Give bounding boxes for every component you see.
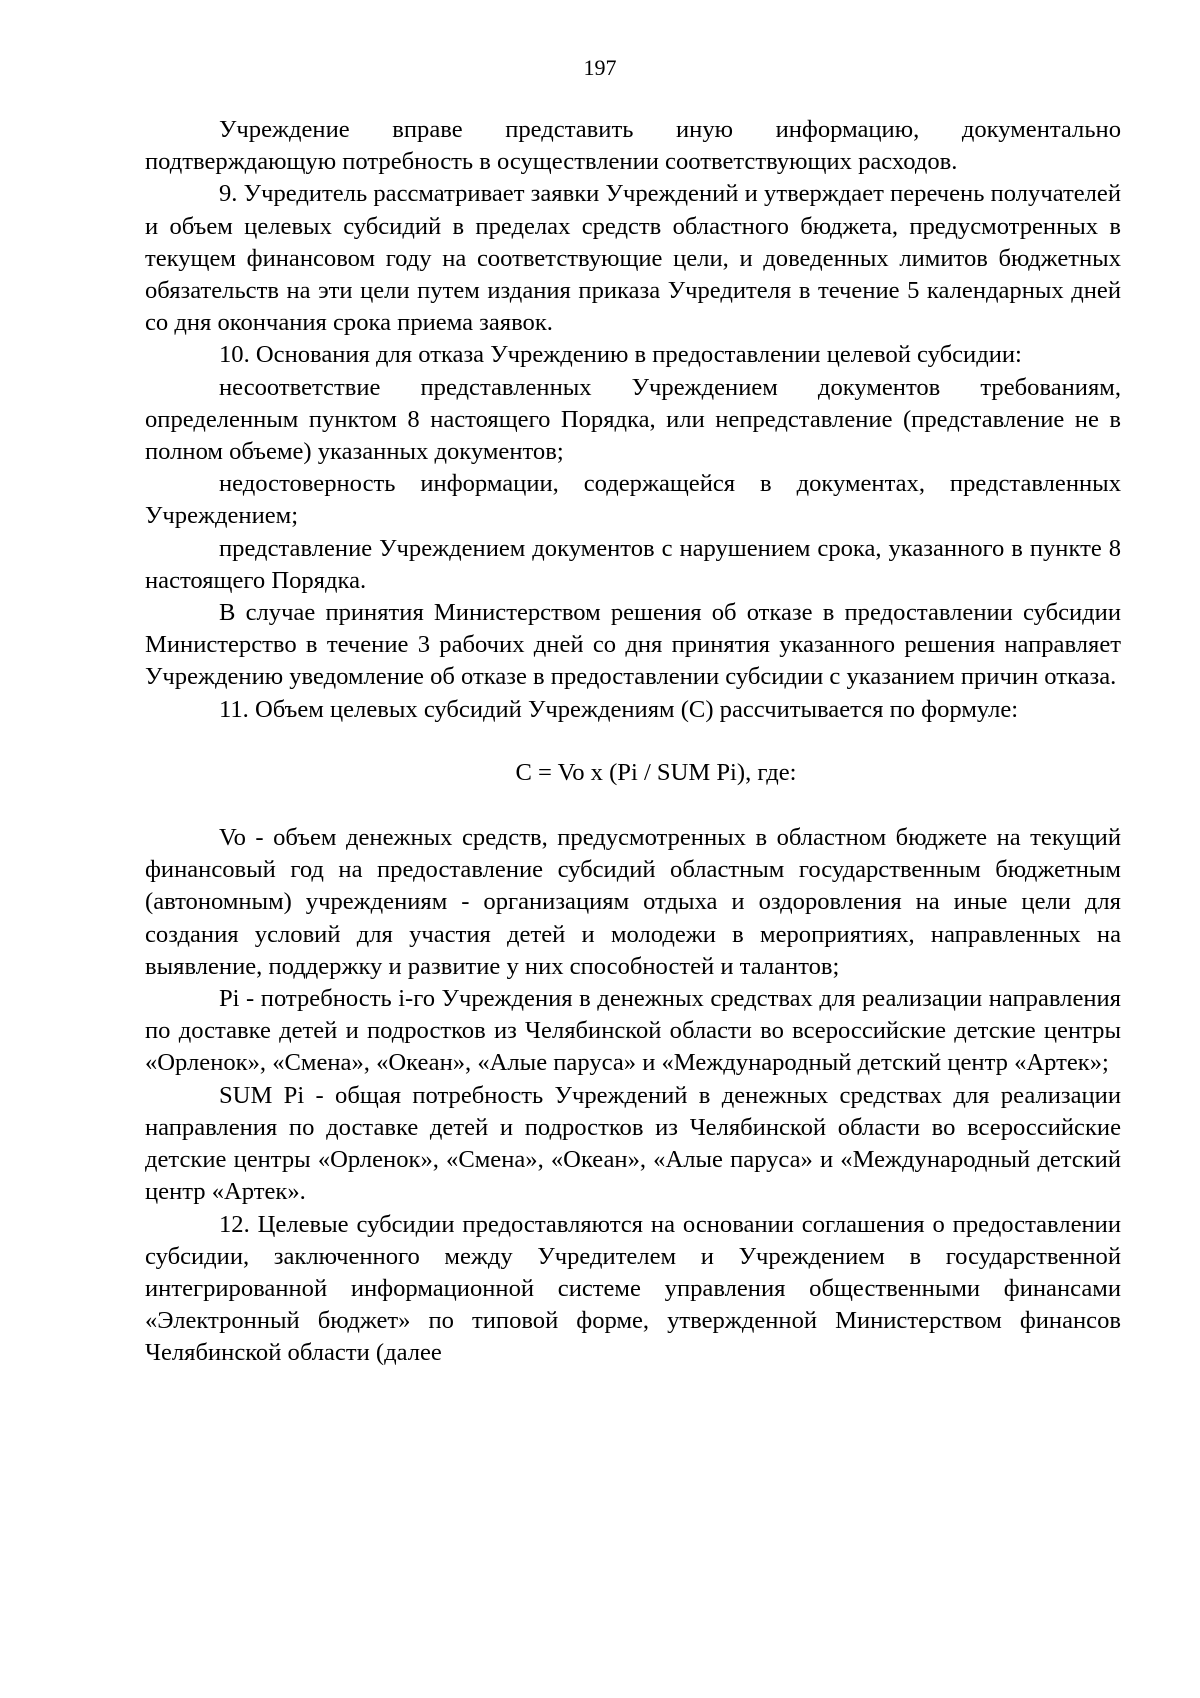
page-number: 197 (583, 55, 617, 80)
paragraph-item-9: 9. Учредитель рассматривает заявки Учреждений и утверждает перечень получателей и объем целевых субсидий в пределах средств областного бюджета, предусмотренных в текущем финансовом году на соответствующие цели, и доведенных лимитов бюджетных обязательств на эти цели путем издания приказа Учредителя в течение 5 календарных дней со дня окончания срока приема заявок. (145, 180, 1121, 337)
subsidy-formula: C = Vo x (Pi / SUM Pi), где: (515, 758, 797, 786)
document-body (145, 114, 1121, 1370)
paragraph-refusal-reason-2: недостоверность информации, содержащейся в документах, представленных Учреждением; (145, 470, 1121, 530)
paragraph-item-11: 11. Объем целевых субсидий Учреждениям (С) рассчитывается по формуле: (219, 695, 1019, 723)
paragraph-item-12: 12. Целевые субсидии предоставляются на основании соглашения о предоставлении субсидии, заключенного между Учредителем и Учреждением в государственной интегрированной информационной системе управления общественными финансами «Электронный бюджет» по типовой форме, утвержденной Министерством финансов Челябинской области (далее (145, 1210, 1121, 1367)
paragraph-item-10: 10. Основания для отказа Учреждению в предоставлении целевой субсидии: (219, 341, 1022, 369)
definition-sum-pi: SUM Pi - общая потребность Учреждений в денежных средствах для реализации направления по доставке детей и подростков из Челябинской области во всероссийские детские центры «Орленок», «Смена», «Океан», «Алые паруса» и «Международный детский центр «Артек». (145, 1081, 1121, 1206)
paragraph-refusal-notice: В случае принятия Министерством решения об отказе в предоставлении субсидии Министерство в течение 3 рабочих дней со дня принятия указанного решения направляет Учреждению уведомление об отказе в предоставлении субсидии с указанием причин отказа. (145, 599, 1121, 691)
paragraph-refusal-reason-3: представление Учреждением документов с нарушением срока, указанного в пункте 8 настоящего Порядка. (145, 534, 1121, 594)
paragraph-refusal-reason-1: несоответствие представленных Учреждением документов требованиям, определенным пунктом 8 настоящего Порядка, или непредставление (представление не в полном объеме) указанных документов; (145, 373, 1121, 466)
paragraph-additional-info: Учреждение вправе представить иную информацию, документально подтверждающую потребность в осуществлении соответствующих расходов. (145, 116, 1121, 176)
definition-pi: Pi - потребность i-го Учреждения в денежных средствах для реализации направления по доставке детей и подростков из Челябинской области во всероссийские детские центры «Орленок», «Смена», «Океан», «Алые паруса» и «Международный детский центр «Артек»; (145, 985, 1121, 1077)
definition-vo: Vo - объем денежных средств, предусмотренных в областном бюджете на текущий финансовый год на предоставление субсидий областным государственным бюджетным (автономным) учреждениям - организациям отдыха и оздоровления на иные цели для создания условий для участия детей и молодежи в мероприятиях, направленных на выявление, поддержку и развитие у них способностей и талантов; (145, 824, 1121, 980)
